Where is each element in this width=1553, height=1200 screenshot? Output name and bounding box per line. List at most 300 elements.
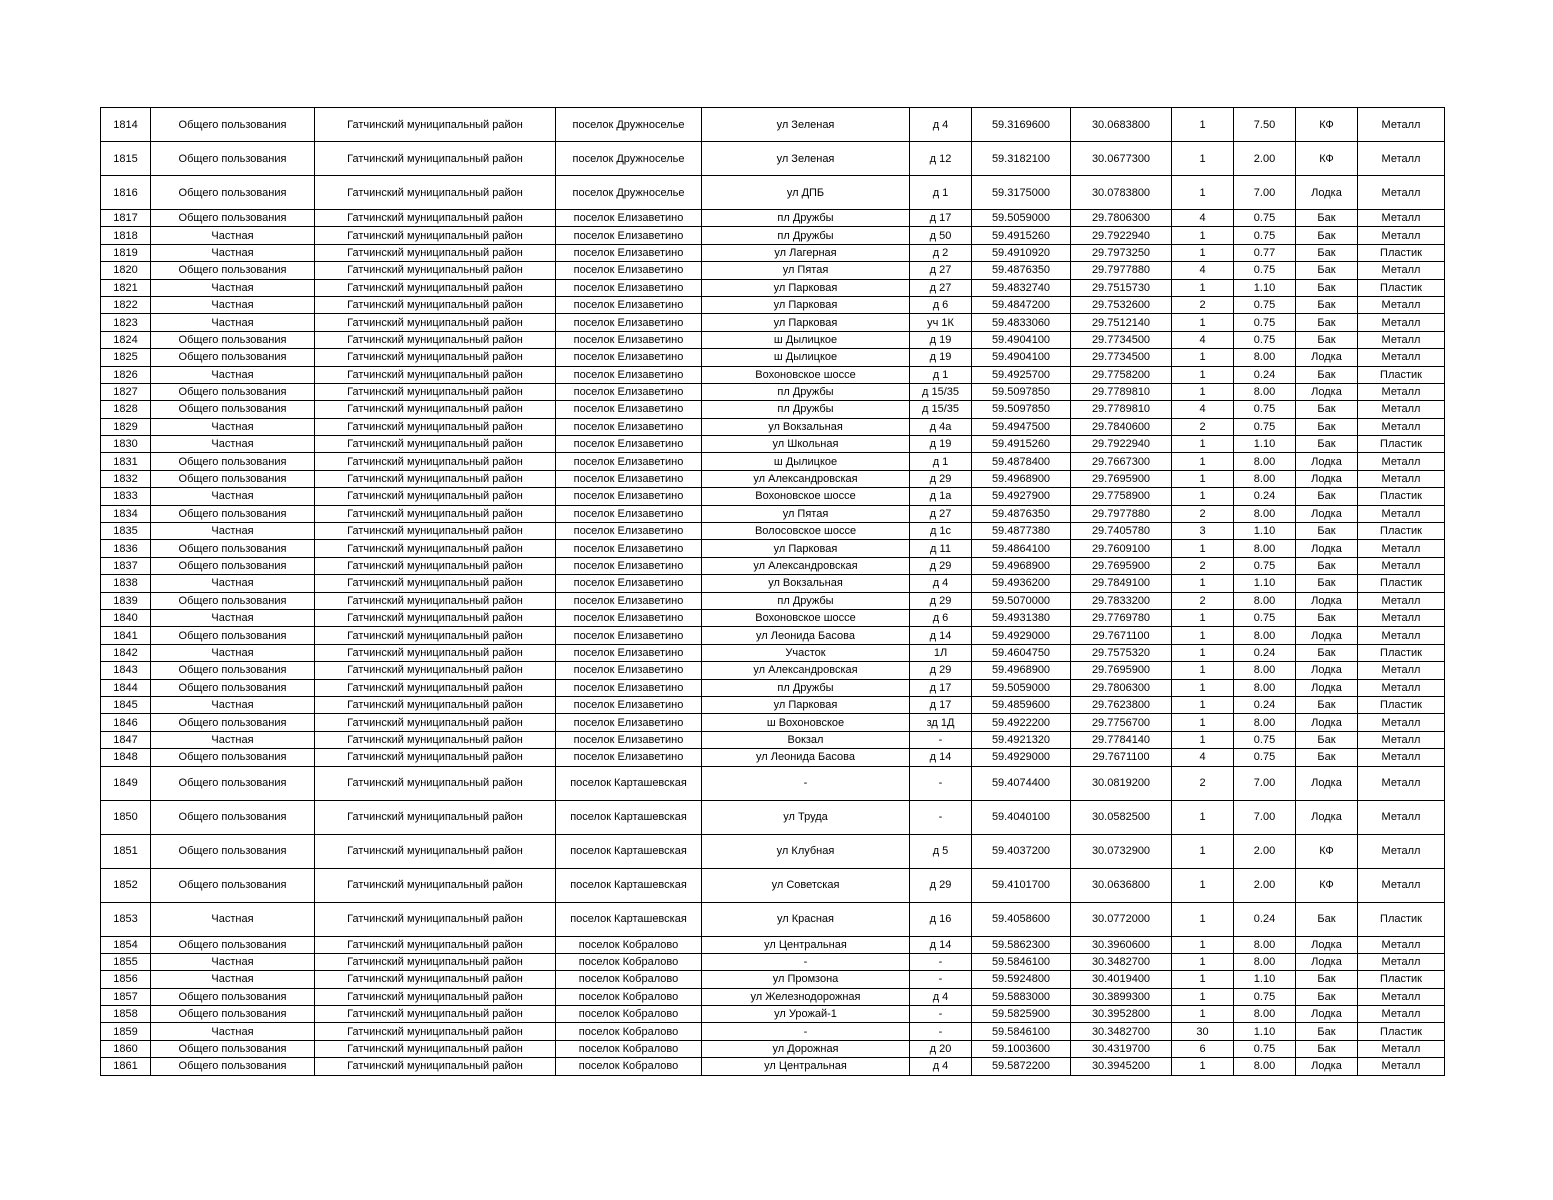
cell-district: Гатчинский муниципальный район: [315, 714, 556, 731]
cell-ownership: Общего пользования: [151, 470, 315, 487]
cell-longitude: 29.7977880: [1071, 262, 1172, 279]
table-row: [101, 953, 1445, 970]
cell-settlement: поселок Кобралово: [556, 936, 702, 953]
table-row: [101, 936, 1445, 953]
cell-number: 1845: [101, 696, 151, 713]
cell-volume: 0.75: [1234, 331, 1296, 348]
cell-container-type: Бак: [1296, 488, 1358, 505]
cell-container-type: Бак: [1296, 749, 1358, 766]
cell-latitude: 59.4058600: [972, 902, 1071, 936]
cell-container-count: 4: [1172, 210, 1234, 227]
cell-house: -: [910, 953, 972, 970]
table-row: [101, 1058, 1445, 1075]
cell-longitude: 29.7609100: [1071, 540, 1172, 557]
cell-house: уч 1К: [910, 314, 972, 331]
cell-material: Металл: [1358, 988, 1445, 1005]
cell-container-count: 1: [1172, 108, 1234, 142]
cell-latitude: 59.4040100: [972, 800, 1071, 834]
cell-ownership: Общего пользования: [151, 540, 315, 557]
cell-ownership: Общего пользования: [151, 766, 315, 800]
cell-latitude: 59.4936200: [972, 575, 1071, 592]
cell-material: Металл: [1358, 953, 1445, 970]
cell-container-count: 1: [1172, 470, 1234, 487]
table-row: [101, 488, 1445, 505]
cell-number: 1822: [101, 296, 151, 313]
cell-number: 1818: [101, 227, 151, 244]
cell-street: ул Вокзальная: [702, 575, 910, 592]
cell-ownership: Общего пользования: [151, 662, 315, 679]
cell-latitude: 59.5059000: [972, 210, 1071, 227]
cell-number: 1856: [101, 971, 151, 988]
cell-volume: 1.10: [1234, 436, 1296, 453]
cell-settlement: поселок Елизаветино: [556, 418, 702, 435]
cell-longitude: 29.7833200: [1071, 592, 1172, 609]
cell-number: 1858: [101, 1006, 151, 1023]
cell-latitude: 59.5883000: [972, 988, 1071, 1005]
cell-longitude: 30.0636800: [1071, 868, 1172, 902]
cell-longitude: 29.7758900: [1071, 488, 1172, 505]
cell-house: д 4: [910, 108, 972, 142]
cell-material: Металл: [1358, 1058, 1445, 1075]
cell-material: Металл: [1358, 609, 1445, 626]
cell-volume: 8.00: [1234, 505, 1296, 522]
cell-container-type: Бак: [1296, 644, 1358, 661]
cell-material: Металл: [1358, 936, 1445, 953]
cell-volume: 0.75: [1234, 227, 1296, 244]
cell-street: -: [702, 953, 910, 970]
cell-ownership: Общего пользования: [151, 349, 315, 366]
table-row: [101, 679, 1445, 696]
cell-container-type: Лодка: [1296, 383, 1358, 400]
cell-settlement: поселок Елизаветино: [556, 314, 702, 331]
cell-volume: 0.75: [1234, 988, 1296, 1005]
cell-container-type: Бак: [1296, 296, 1358, 313]
cell-latitude: 59.4904100: [972, 349, 1071, 366]
cell-volume: 0.75: [1234, 210, 1296, 227]
cell-volume: 0.75: [1234, 418, 1296, 435]
cell-settlement: поселок Елизаветино: [556, 279, 702, 296]
cell-container-count: 1: [1172, 453, 1234, 470]
cell-container-count: 1: [1172, 227, 1234, 244]
cell-house: д 2: [910, 244, 972, 261]
cell-latitude: 59.4878400: [972, 453, 1071, 470]
cell-latitude: 59.3169600: [972, 108, 1071, 142]
cell-house: -: [910, 766, 972, 800]
cell-container-type: Бак: [1296, 523, 1358, 540]
cell-settlement: поселок Елизаветино: [556, 731, 702, 748]
cell-district: Гатчинский муниципальный район: [315, 834, 556, 868]
cell-longitude: 29.7695900: [1071, 662, 1172, 679]
cell-house: д 1: [910, 366, 972, 383]
cell-latitude: 59.5825900: [972, 1006, 1071, 1023]
cell-latitude: 59.5846100: [972, 953, 1071, 970]
cell-house: д 29: [910, 470, 972, 487]
cell-material: Металл: [1358, 557, 1445, 574]
cell-house: -: [910, 971, 972, 988]
cell-settlement: поселок Елизаветино: [556, 436, 702, 453]
cell-volume: 0.75: [1234, 557, 1296, 574]
cell-container-type: Лодка: [1296, 176, 1358, 210]
cell-street: пл Дружбы: [702, 592, 910, 609]
cell-volume: 1.10: [1234, 971, 1296, 988]
table-row: [101, 108, 1445, 142]
cell-material: Металл: [1358, 296, 1445, 313]
cell-number: 1838: [101, 575, 151, 592]
cell-volume: 8.00: [1234, 383, 1296, 400]
table-row: [101, 662, 1445, 679]
cell-longitude: 29.7840600: [1071, 418, 1172, 435]
cell-number: 1836: [101, 540, 151, 557]
cell-district: Гатчинский муниципальный район: [315, 627, 556, 644]
cell-container-count: 6: [1172, 1040, 1234, 1057]
cell-container-count: 1: [1172, 868, 1234, 902]
cell-material: Пластик: [1358, 488, 1445, 505]
cell-latitude: 59.4074400: [972, 766, 1071, 800]
cell-volume: 7.00: [1234, 766, 1296, 800]
cell-house: д 4: [910, 988, 972, 1005]
table-row: [101, 314, 1445, 331]
cell-container-count: 3: [1172, 523, 1234, 540]
cell-district: Гатчинский муниципальный район: [315, 279, 556, 296]
cell-container-count: 2: [1172, 296, 1234, 313]
cell-number: 1819: [101, 244, 151, 261]
cell-number: 1823: [101, 314, 151, 331]
cell-street: Вохоновское шоссе: [702, 609, 910, 626]
cell-ownership: Частная: [151, 279, 315, 296]
cell-house: д 5: [910, 834, 972, 868]
cell-street: ул Центральная: [702, 936, 910, 953]
cell-volume: 1.10: [1234, 575, 1296, 592]
cell-street: ул Зеленая: [702, 142, 910, 176]
cell-street: ул Красная: [702, 902, 910, 936]
cell-container-count: 1: [1172, 644, 1234, 661]
cell-district: Гатчинский муниципальный район: [315, 936, 556, 953]
cell-volume: 1.10: [1234, 523, 1296, 540]
cell-district: Гатчинский муниципальный район: [315, 142, 556, 176]
cell-container-type: Бак: [1296, 575, 1358, 592]
cell-ownership: Частная: [151, 523, 315, 540]
cell-longitude: 29.7977880: [1071, 505, 1172, 522]
cell-latitude: 59.3175000: [972, 176, 1071, 210]
cell-material: Металл: [1358, 868, 1445, 902]
cell-street: Волосовское шоссе: [702, 523, 910, 540]
cell-volume: 2.00: [1234, 868, 1296, 902]
cell-house: д 1: [910, 453, 972, 470]
cell-container-count: 1: [1172, 902, 1234, 936]
cell-ownership: Общего пользования: [151, 331, 315, 348]
cell-material: Металл: [1358, 210, 1445, 227]
cell-street: ул Школьная: [702, 436, 910, 453]
cell-container-count: 1: [1172, 575, 1234, 592]
table-row: [101, 142, 1445, 176]
cell-house: д 17: [910, 210, 972, 227]
cell-material: Металл: [1358, 766, 1445, 800]
cell-number: 1840: [101, 609, 151, 626]
cell-ownership: Частная: [151, 296, 315, 313]
cell-house: д 29: [910, 662, 972, 679]
cell-district: Гатчинский муниципальный район: [315, 540, 556, 557]
cell-ownership: Общего пользования: [151, 505, 315, 522]
cell-material: Пластик: [1358, 523, 1445, 540]
cell-house: д 19: [910, 331, 972, 348]
cell-district: Гатчинский муниципальный район: [315, 418, 556, 435]
cell-material: Пластик: [1358, 279, 1445, 296]
cell-container-type: Бак: [1296, 331, 1358, 348]
cell-container-count: 2: [1172, 505, 1234, 522]
cell-house: д 15/35: [910, 401, 972, 418]
cell-house: д 17: [910, 679, 972, 696]
cell-district: Гатчинский муниципальный район: [315, 731, 556, 748]
cell-street: пл Дружбы: [702, 401, 910, 418]
cell-latitude: 59.5070000: [972, 592, 1071, 609]
cell-ownership: Частная: [151, 366, 315, 383]
cell-longitude: 30.0683800: [1071, 108, 1172, 142]
cell-container-type: Бак: [1296, 696, 1358, 713]
cell-number: 1847: [101, 731, 151, 748]
cell-volume: 8.00: [1234, 936, 1296, 953]
cell-volume: 7.00: [1234, 800, 1296, 834]
cell-settlement: поселок Елизаветино: [556, 401, 702, 418]
cell-container-type: КФ: [1296, 868, 1358, 902]
cell-settlement: поселок Елизаветино: [556, 644, 702, 661]
table-row: [101, 575, 1445, 592]
cell-district: Гатчинский муниципальный район: [315, 262, 556, 279]
cell-material: Металл: [1358, 540, 1445, 557]
cell-latitude: 59.4968900: [972, 662, 1071, 679]
cell-house: д 19: [910, 349, 972, 366]
cell-street: ул Промзона: [702, 971, 910, 988]
cell-district: Гатчинский муниципальный район: [315, 210, 556, 227]
cell-number: 1833: [101, 488, 151, 505]
cell-number: 1814: [101, 108, 151, 142]
cell-container-count: 2: [1172, 766, 1234, 800]
cell-longitude: 29.7623800: [1071, 696, 1172, 713]
cell-street: ул Труда: [702, 800, 910, 834]
cell-container-type: Бак: [1296, 279, 1358, 296]
table-row: [101, 227, 1445, 244]
cell-ownership: Частная: [151, 971, 315, 988]
cell-number: 1839: [101, 592, 151, 609]
cell-volume: 0.75: [1234, 314, 1296, 331]
cell-ownership: Общего пользования: [151, 142, 315, 176]
table-row: [101, 279, 1445, 296]
cell-container-count: 1: [1172, 436, 1234, 453]
table-row: [101, 609, 1445, 626]
cell-container-count: 1: [1172, 349, 1234, 366]
cell-street: ул ДПБ: [702, 176, 910, 210]
cell-number: 1854: [101, 936, 151, 953]
cell-settlement: поселок Елизаветино: [556, 575, 702, 592]
cell-container-type: КФ: [1296, 142, 1358, 176]
table-row: [101, 540, 1445, 557]
cell-volume: 8.00: [1234, 662, 1296, 679]
cell-ownership: Общего пользования: [151, 176, 315, 210]
table-row: [101, 383, 1445, 400]
table-row: [101, 244, 1445, 261]
cell-container-count: 1: [1172, 176, 1234, 210]
cell-container-count: 1: [1172, 540, 1234, 557]
cell-settlement: поселок Елизаветино: [556, 679, 702, 696]
cell-volume: 1.10: [1234, 1023, 1296, 1040]
cell-street: ул Парковая: [702, 696, 910, 713]
cell-ownership: Общего пользования: [151, 749, 315, 766]
cell-volume: 8.00: [1234, 627, 1296, 644]
cell-number: 1835: [101, 523, 151, 540]
cell-material: Металл: [1358, 592, 1445, 609]
cell-ownership: Частная: [151, 902, 315, 936]
cell-material: Металл: [1358, 331, 1445, 348]
cell-ownership: Частная: [151, 731, 315, 748]
cell-longitude: 29.7734500: [1071, 331, 1172, 348]
cell-longitude: 29.7405780: [1071, 523, 1172, 540]
cell-container-type: Бак: [1296, 971, 1358, 988]
cell-ownership: Частная: [151, 953, 315, 970]
cell-volume: 0.75: [1234, 609, 1296, 626]
cell-ownership: Частная: [151, 644, 315, 661]
cell-container-type: Лодка: [1296, 349, 1358, 366]
cell-volume: 0.77: [1234, 244, 1296, 261]
cell-latitude: 59.4968900: [972, 470, 1071, 487]
cell-number: 1834: [101, 505, 151, 522]
cell-house: д 14: [910, 936, 972, 953]
cell-number: 1824: [101, 331, 151, 348]
cell-container-type: Бак: [1296, 366, 1358, 383]
cell-volume: 8.00: [1234, 953, 1296, 970]
cell-longitude: 30.0819200: [1071, 766, 1172, 800]
cell-settlement: поселок Карташевская: [556, 902, 702, 936]
cell-latitude: 59.4922200: [972, 714, 1071, 731]
cell-volume: 8.00: [1234, 1006, 1296, 1023]
cell-settlement: поселок Елизаветино: [556, 470, 702, 487]
cell-district: Гатчинский муниципальный район: [315, 800, 556, 834]
cell-house: д 16: [910, 902, 972, 936]
cell-latitude: 59.4925700: [972, 366, 1071, 383]
table-row: [101, 834, 1445, 868]
cell-number: 1860: [101, 1040, 151, 1057]
cell-latitude: 59.5097850: [972, 383, 1071, 400]
cell-volume: 0.24: [1234, 902, 1296, 936]
table-row: [101, 988, 1445, 1005]
cell-volume: 7.50: [1234, 108, 1296, 142]
cell-district: Гатчинский муниципальный район: [315, 696, 556, 713]
cell-house: д 50: [910, 227, 972, 244]
cell-settlement: поселок Елизаветино: [556, 696, 702, 713]
cell-number: 1851: [101, 834, 151, 868]
cell-container-type: Лодка: [1296, 714, 1358, 731]
cell-ownership: Общего пользования: [151, 627, 315, 644]
cell-longitude: 29.7671100: [1071, 627, 1172, 644]
cell-container-type: Лодка: [1296, 662, 1358, 679]
cell-latitude: 59.4931380: [972, 609, 1071, 626]
cell-material: Металл: [1358, 142, 1445, 176]
cell-container-count: 1: [1172, 988, 1234, 1005]
cell-ownership: Общего пользования: [151, 262, 315, 279]
cell-container-count: 4: [1172, 331, 1234, 348]
cell-volume: 0.75: [1234, 401, 1296, 418]
cell-settlement: поселок Дружноселье: [556, 142, 702, 176]
cell-house: д 4а: [910, 418, 972, 435]
cell-district: Гатчинский муниципальный район: [315, 331, 556, 348]
cell-ownership: Общего пользования: [151, 936, 315, 953]
cell-latitude: 59.4604750: [972, 644, 1071, 661]
cell-container-count: 1: [1172, 953, 1234, 970]
cell-container-count: 1: [1172, 609, 1234, 626]
cell-longitude: 29.7695900: [1071, 470, 1172, 487]
cell-settlement: поселок Кобралово: [556, 988, 702, 1005]
cell-material: Металл: [1358, 1006, 1445, 1023]
cell-material: Металл: [1358, 627, 1445, 644]
table-row: [101, 296, 1445, 313]
cell-longitude: 29.7769780: [1071, 609, 1172, 626]
cell-house: -: [910, 1023, 972, 1040]
cell-settlement: поселок Кобралово: [556, 953, 702, 970]
cell-number: 1844: [101, 679, 151, 696]
cell-longitude: 30.3945200: [1071, 1058, 1172, 1075]
cell-number: 1832: [101, 470, 151, 487]
cell-latitude: 59.5846100: [972, 1023, 1071, 1040]
cell-longitude: 29.7922940: [1071, 436, 1172, 453]
cell-house: д 1: [910, 176, 972, 210]
cell-ownership: Общего пользования: [151, 557, 315, 574]
cell-settlement: поселок Елизаветино: [556, 262, 702, 279]
cell-latitude: 59.3182100: [972, 142, 1071, 176]
cell-latitude: 59.4101700: [972, 868, 1071, 902]
cell-district: Гатчинский муниципальный район: [315, 366, 556, 383]
cell-ownership: Частная: [151, 244, 315, 261]
cell-material: Пластик: [1358, 902, 1445, 936]
cell-longitude: 29.7667300: [1071, 453, 1172, 470]
cell-ownership: Частная: [151, 227, 315, 244]
cell-material: Пластик: [1358, 575, 1445, 592]
cell-number: 1815: [101, 142, 151, 176]
cell-latitude: 59.4876350: [972, 262, 1071, 279]
cell-material: Металл: [1358, 731, 1445, 748]
cell-material: Пластик: [1358, 366, 1445, 383]
cell-volume: 0.75: [1234, 296, 1296, 313]
cell-longitude: 29.7756700: [1071, 714, 1172, 731]
cell-longitude: 30.0677300: [1071, 142, 1172, 176]
cell-volume: 0.75: [1234, 262, 1296, 279]
cell-settlement: поселок Елизаветино: [556, 227, 702, 244]
table-row: [101, 696, 1445, 713]
cell-material: Металл: [1358, 383, 1445, 400]
cell-latitude: 59.4915260: [972, 227, 1071, 244]
cell-container-type: Бак: [1296, 418, 1358, 435]
cell-container-count: 1: [1172, 662, 1234, 679]
cell-district: Гатчинский муниципальный район: [315, 679, 556, 696]
cell-house: д 19: [910, 436, 972, 453]
table-row: [101, 1006, 1445, 1023]
cell-container-type: Бак: [1296, 609, 1358, 626]
cell-district: Гатчинский муниципальный район: [315, 227, 556, 244]
cell-house: -: [910, 1006, 972, 1023]
cell-material: Металл: [1358, 401, 1445, 418]
cell-street: Вокзал: [702, 731, 910, 748]
cell-district: Гатчинский муниципальный район: [315, 453, 556, 470]
cell-number: 1831: [101, 453, 151, 470]
cell-district: Гатчинский муниципальный район: [315, 592, 556, 609]
cell-number: 1850: [101, 800, 151, 834]
cell-ownership: Общего пользования: [151, 988, 315, 1005]
cell-settlement: поселок Елизаветино: [556, 609, 702, 626]
cell-district: Гатчинский муниципальный район: [315, 988, 556, 1005]
cell-container-type: Лодка: [1296, 800, 1358, 834]
cell-street: ш Дылицкое: [702, 453, 910, 470]
cell-number: 1861: [101, 1058, 151, 1075]
cell-container-count: 1: [1172, 488, 1234, 505]
table-row: [101, 453, 1445, 470]
table-row: [101, 557, 1445, 574]
